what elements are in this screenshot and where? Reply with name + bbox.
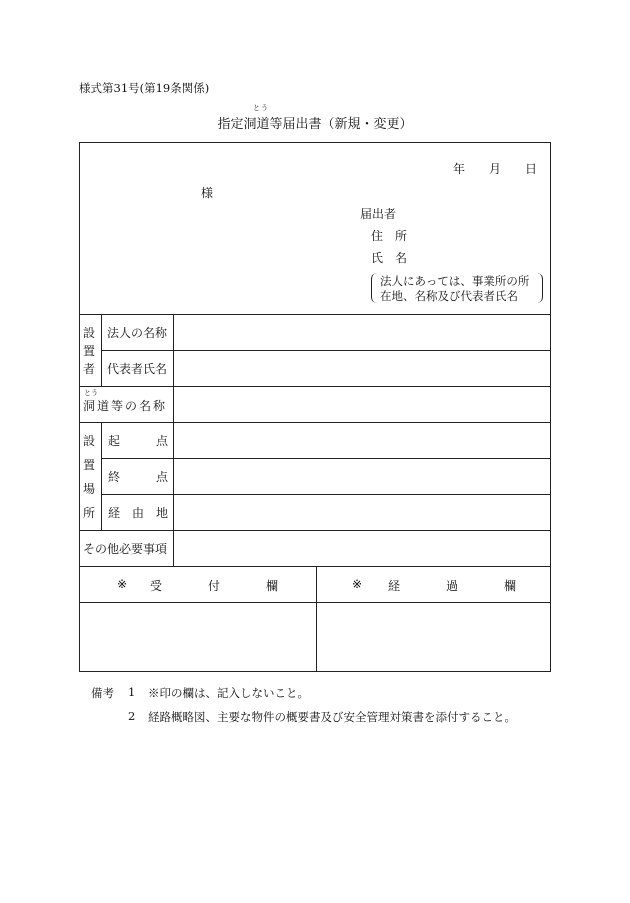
corp-name-label: 法人の名称 [107, 326, 168, 340]
addressee-suffix: 様 [201, 186, 214, 200]
progress-char-1: 経 [388, 579, 401, 593]
form-number: 様式第31号(第19条関係) [79, 81, 210, 95]
corporate-note-line2: 在地、名称及び代表者氏名 [380, 289, 518, 303]
location-group-char-4: 所 [83, 506, 96, 520]
end-point-char-2: 点 [156, 470, 169, 484]
location-group-char-1: 設 [83, 434, 96, 448]
progress-char-3: 欄 [504, 579, 517, 593]
corporate-note-line1: 法人にあっては、事業所の所 [380, 274, 530, 288]
rule-top-section [80, 314, 550, 315]
date-month-label: 月 [489, 162, 502, 176]
rule-column-headers [80, 566, 550, 567]
remark-2-number: 2 [128, 709, 136, 723]
rule-column-body [80, 602, 550, 603]
installer-group-char-2: 置 [83, 344, 96, 358]
installer-group-char-3: 者 [83, 362, 96, 376]
tunnel-ruby: とう [84, 389, 98, 397]
start-point-char-1: 起 [108, 434, 121, 448]
rule-location-group [101, 422, 102, 530]
remark-2-text: 経路概略図、主要な物件の概要書及び安全管理対策書を添付すること。 [148, 710, 516, 724]
rule-installer-values [173, 314, 174, 386]
remark-1-number: 1 [128, 685, 136, 699]
rule-other-values [173, 530, 174, 566]
rule-tunnel-values [173, 386, 174, 422]
rule-column-split [316, 566, 317, 672]
other-info-label: その他必要事項 [83, 542, 168, 556]
location-group-char-2: 置 [83, 458, 96, 472]
rule-via-row [101, 494, 550, 495]
rule-end-row [101, 458, 550, 459]
page-title: 指定洞道等届出書（新規・変更） [217, 117, 413, 132]
rule-location-start [80, 422, 550, 423]
tunnel-name-label: 洞道等の名称 [83, 399, 168, 413]
reception-char-1: 受 [150, 579, 163, 593]
via-char-2: 由 [132, 506, 145, 520]
remark-1-text: ※印の欄は、記入しないこと。 [148, 686, 309, 700]
via-char-3: 地 [156, 506, 169, 520]
progress-mark: ※ [352, 577, 363, 591]
installer-group-char-1: 設 [83, 326, 96, 340]
end-point-char-1: 終 [108, 470, 121, 484]
progress-char-2: 過 [446, 579, 459, 593]
rep-name-label: 代表者氏名 [107, 362, 168, 376]
title-ruby: とう [253, 104, 269, 112]
address-label: 住 所 [371, 229, 408, 243]
rule-location-values [173, 422, 174, 530]
reception-mark: ※ [117, 577, 128, 591]
remarks-label: 備考 [91, 686, 114, 700]
notifier-label: 届出者 [360, 207, 397, 221]
reception-char-3: 欄 [266, 579, 279, 593]
rule-rep-row [101, 350, 550, 351]
date-year-label: 年 [453, 162, 466, 176]
start-point-char-2: 点 [156, 434, 169, 448]
rule-other-row [80, 530, 550, 531]
rule-tunnel-row [80, 386, 550, 387]
via-char-1: 経 [108, 506, 121, 520]
date-day-label: 日 [525, 162, 538, 176]
rule-installer-group [101, 314, 102, 386]
reception-char-2: 付 [208, 579, 221, 593]
location-group-char-3: 場 [83, 482, 96, 496]
name-label: 氏 名 [371, 251, 408, 265]
